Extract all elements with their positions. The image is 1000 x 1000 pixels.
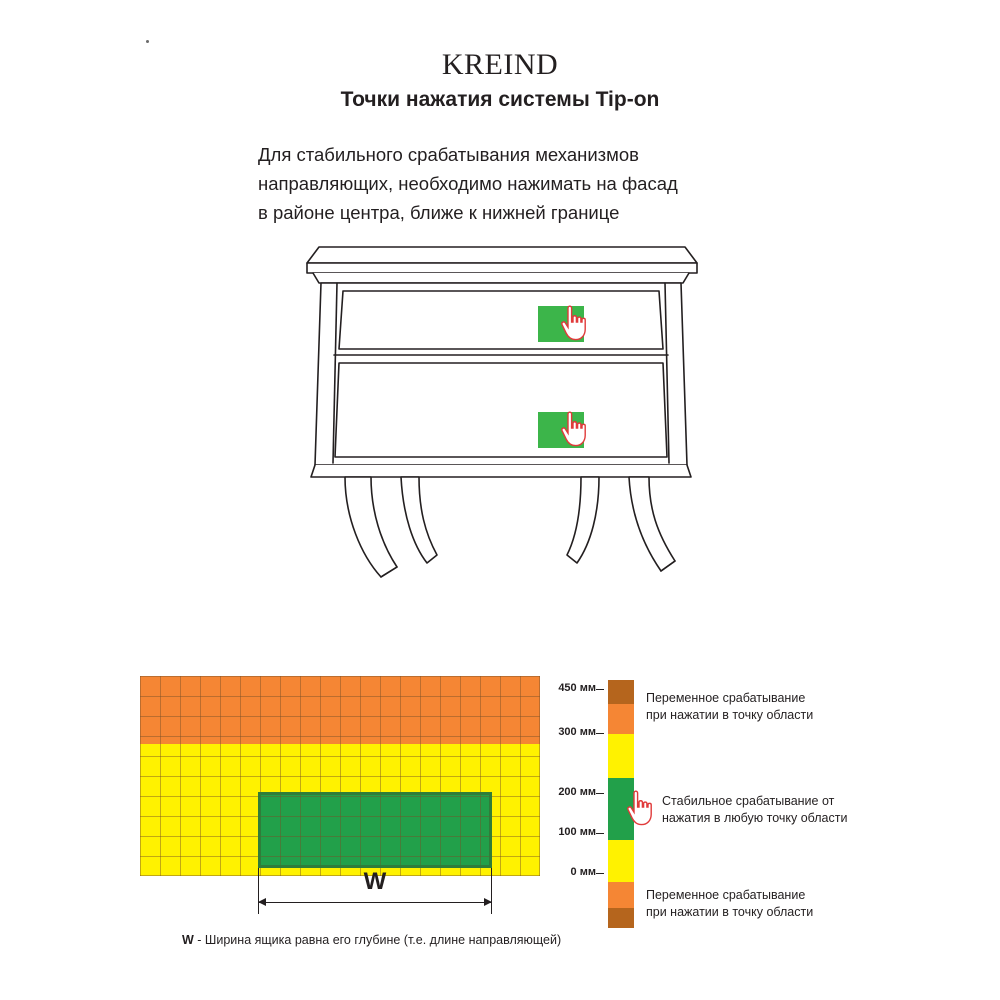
axis-tick-200: 200 мм xyxy=(516,786,596,798)
width-dimension xyxy=(258,868,492,926)
axis-tick-450: 450 мм xyxy=(516,682,596,694)
stable-zone-outline xyxy=(258,792,492,868)
legend-seg-orange-top xyxy=(608,704,634,734)
axis-tick-100: 100 мм xyxy=(516,826,596,838)
legend-item-variable-top-line2: при нажатии в точку области xyxy=(646,708,814,722)
dimension-label: W xyxy=(363,868,387,895)
hand-press-icon xyxy=(618,787,662,831)
dimension-note-symbol: W xyxy=(182,933,194,947)
press-point-lower-drawer[interactable] xyxy=(538,412,584,448)
press-zone-heatmap xyxy=(140,676,540,876)
intro-line-1: Для стабильного срабатывания механизмов xyxy=(258,144,639,165)
intro-line-3: в районе центра, ближе к нижней границе xyxy=(258,202,620,223)
legend-seg-dark-orange-top xyxy=(608,680,634,704)
dimension-arrow-right xyxy=(484,898,492,906)
page-subtitle: Точки нажатия системы Tip-on xyxy=(340,88,660,111)
legend-seg-yellow-top xyxy=(608,734,634,778)
legend-seg-yellow-bottom xyxy=(608,840,634,882)
legend-item-variable-bottom-line1: Переменное срабатывание xyxy=(646,888,806,902)
legend-item-stable xyxy=(662,793,847,827)
legend-item-variable-bottom xyxy=(646,887,813,921)
legend-seg-orange-bottom xyxy=(608,882,634,908)
legend-item-variable-top xyxy=(646,690,813,724)
legend xyxy=(608,680,938,928)
dimension-note xyxy=(182,933,561,947)
legend-item-variable-bottom-line2: при нажатии в точку области xyxy=(646,905,814,919)
stray-dot xyxy=(146,40,149,43)
hand-press-icon xyxy=(552,408,596,452)
press-point-upper-drawer[interactable] xyxy=(538,306,584,342)
dimension-note-text: - Ширина ящика равна его глубине (т.е. длине направляющей) xyxy=(193,933,562,947)
axis-tick-0: 0 мм xyxy=(516,866,596,878)
dimension-line xyxy=(258,902,492,903)
legend-item-stable-line2: нажатия в любую точку области xyxy=(662,811,848,825)
axis-tick-300: 300 мм xyxy=(516,726,596,738)
page-title: KREIND xyxy=(441,48,559,81)
nightstand-illustration xyxy=(285,225,715,615)
intro-paragraph xyxy=(258,140,778,227)
legend-seg-dark-orange-bottom xyxy=(608,908,634,928)
intro-line-2: направляющих, необходимо нажимать на фасад xyxy=(258,173,678,194)
legend-item-stable-line1: Стабильное срабатывание от xyxy=(662,794,835,808)
dimension-arrow-left xyxy=(258,898,266,906)
legend-item-variable-top-line1: Переменное срабатывание xyxy=(646,691,806,705)
hand-press-icon xyxy=(552,302,596,346)
